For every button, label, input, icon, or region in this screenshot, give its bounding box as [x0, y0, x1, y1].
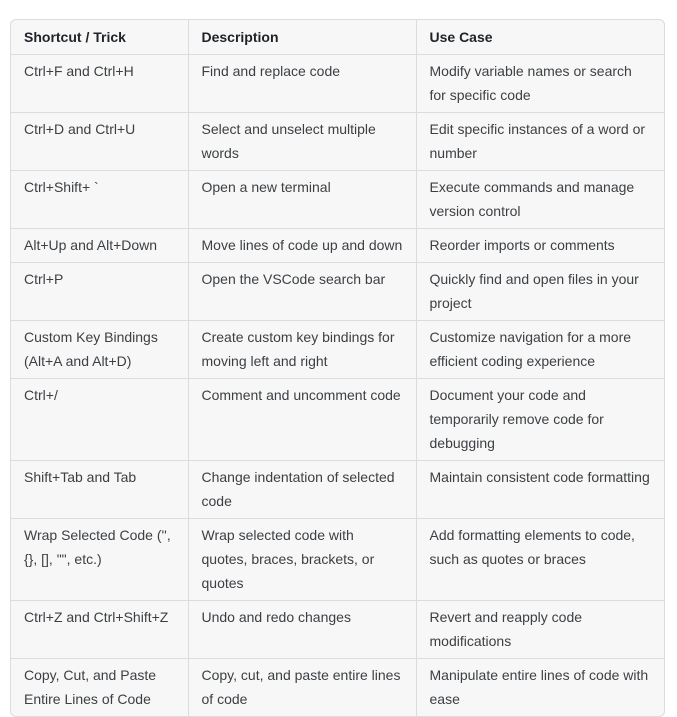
use-case-cell: Reorder imports or comments	[416, 229, 664, 263]
table-row	[11, 263, 664, 321]
table-row	[11, 55, 664, 113]
table-row	[11, 229, 664, 263]
shortcut-cell: Ctrl+/	[11, 379, 188, 461]
description-cell: Copy, cut, and paste entire lines of code	[188, 659, 416, 717]
use-case-cell: Maintain consistent code formatting	[416, 461, 664, 519]
shortcut-cell: Ctrl+D and Ctrl+U	[11, 113, 188, 171]
table-row	[11, 113, 664, 171]
use-case-cell: Customize navigation for a more efficient coding experience	[416, 321, 664, 379]
table-row	[11, 659, 664, 717]
description-cell: Find and replace code	[188, 55, 416, 113]
use-case-cell: Manipulate entire lines of code with ease	[429, 667, 649, 707]
description-cell: Undo and redo changes	[188, 601, 416, 659]
description-cell: Select and unselect multiple words	[188, 113, 416, 171]
shortcut-cell: Ctrl+P	[11, 263, 188, 321]
shortcuts-table-container	[10, 19, 665, 717]
use-case-cell: Edit specific instances of a word or number	[416, 113, 664, 171]
shortcut-cell: Copy, Cut, and Paste Entire Lines of Code	[11, 659, 188, 717]
description-cell: Wrap selected code with quotes, braces, brackets, or quotes	[188, 519, 416, 601]
table-row	[11, 379, 664, 461]
description-cell: Open a new terminal	[188, 171, 416, 229]
use-case-cell: Document your code and temporarily remove code for debugging	[416, 379, 664, 461]
shortcut-cell: Custom Key Bindings (Alt+A and Alt+D)	[11, 321, 188, 379]
description-cell: Open the VSCode search bar	[188, 263, 416, 321]
table-row	[11, 519, 664, 601]
shortcut-cell: Ctrl+F and Ctrl+H	[11, 55, 188, 113]
table-row	[11, 171, 664, 229]
table-row	[11, 461, 664, 519]
description-cell: Comment and uncomment code	[188, 379, 416, 461]
column-header-description: Description	[188, 20, 416, 55]
use-case-cell: Modify variable names or search for specific code	[416, 55, 664, 113]
table-header-row	[11, 20, 664, 55]
shortcut-cell: Ctrl+Shift+ `	[11, 171, 188, 229]
table-row	[11, 601, 664, 659]
shortcuts-table	[11, 20, 664, 716]
description-cell: Move lines of code up and down	[188, 229, 416, 263]
column-header-shortcut: Shortcut / Trick	[11, 20, 188, 55]
table-row	[11, 321, 664, 379]
shortcut-cell: Shift+Tab and Tab	[11, 461, 188, 519]
shortcut-cell: Wrap Selected Code ('', {}, [], "", etc.)	[11, 519, 188, 601]
description-cell: Change indentation of selected code	[188, 461, 416, 519]
shortcut-cell: Ctrl+Z and Ctrl+Shift+Z	[11, 601, 188, 659]
use-case-cell: Execute commands and manage version control	[416, 171, 664, 229]
column-header-use-case: Use Case	[416, 20, 664, 55]
use-case-cell: Quickly find and open files in your project	[416, 263, 664, 321]
use-case-cell: Revert and reapply code modifications	[416, 601, 664, 659]
shortcut-cell: Alt+Up and Alt+Down	[11, 229, 188, 263]
description-cell: Create custom key bindings for moving left and right	[188, 321, 416, 379]
use-case-cell: Add formatting elements to code, such as quotes or braces	[416, 519, 664, 601]
